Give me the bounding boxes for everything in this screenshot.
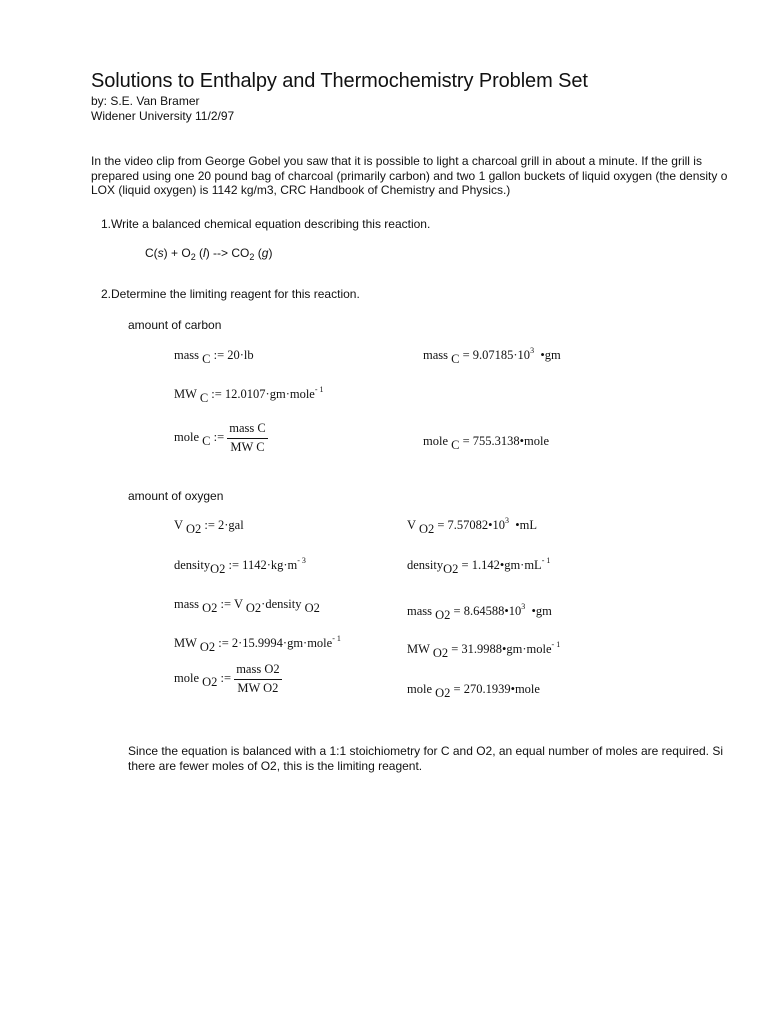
conclusion-paragraph (128, 744, 768, 773)
mw-o2-result: MW O2 = 31.9988•gm·mole$^{- 1}$ (407, 640, 561, 660)
question-2: 2.Determine the limiting reagent for this reaction. (101, 287, 360, 301)
carbon-heading: amount of carbon (128, 318, 222, 332)
mass-o2-definition: mass O2 := V O2·density O2 (174, 597, 320, 615)
mw-c-definition: MW C := 12.0107·gm·mole$^{- 1}$ (174, 385, 324, 405)
mole-o2-definition: mole O2 := $\frac{\text{mass O2}}{\text{MW O2}}$ (174, 662, 280, 695)
oxygen-heading: amount of oxygen (128, 489, 224, 503)
conclusion-line: there are fewer moles of O2, this is the limiting reagent. (128, 758, 423, 773)
intro-line: prepared using one 20 pound bag of charcoal (primarily carbon) and two 1 gallon buckets of liquid oxygen (the density o (91, 168, 728, 183)
intro-line: In the video clip from George Gobel you saw that it is possible to light a charcoal grill in about a minute. If the grill is (91, 154, 702, 168)
intro-line: LOX (liquid oxygen) is 1142 kg/m3, CRC Handbook of Chemistry and Physics.) (91, 183, 511, 197)
mole-o2-fraction: $\frac{\text{mass O2}}{\text{MW O2}}$ (236, 662, 280, 695)
author-line: by: S.E. Van Bramer (91, 94, 200, 108)
mw-o2-definition: MW O2 := 2·15.9994·gm·mole$^{- 1}$ (174, 634, 341, 654)
conclusion-line: Since the equation is balanced with a 1:1 stoichiometry for C and O2, an equal number of moles are required. Si (128, 744, 724, 758)
mole-c-result: mole C = 755.3138•mole (423, 434, 550, 452)
mole-c-fraction: $\frac{\text{mass C}}{\text{MW C}}$ (229, 421, 266, 454)
mass-o2-result: mass $O2 = 8.64588•10^3$ •gm (407, 602, 552, 622)
balanced-equation: $C(s) + O_2$ (l) --> $CO_2$ (g) (145, 246, 273, 262)
density-o2-result: densityO2 = $1.142•gm\cdot mL^{- 1}$ (407, 556, 551, 576)
intro-paragraph (91, 154, 768, 198)
affiliation-line: Widener University 11/2/97 (91, 109, 235, 123)
mole-o2-result: mole O2 = 270.1939•mole (407, 682, 540, 700)
mass-c-definition: mass C := 20·lb (174, 348, 254, 366)
page-title: Solutions to Enthalpy and Thermochemistry Problem Set (91, 70, 588, 92)
question-1: 1.Write a balanced chemical equation describing this reaction. (101, 217, 431, 231)
v-o2-result: V $O2 = 7.57082•10^3$ •mL (407, 516, 538, 536)
v-o2-definition: V O2 := 2·gal (174, 518, 244, 536)
mass-c-result: mass $C = 9.07185\cdot 10^3$ •gm (423, 346, 561, 366)
density-o2-definition: densityO2 := $1142\cdot kg\cdot m^{- 3}$ (174, 556, 306, 576)
mole-c-definition: mole C := $\frac{\text{mass C}}{\text{MW C}}$ (174, 421, 266, 454)
